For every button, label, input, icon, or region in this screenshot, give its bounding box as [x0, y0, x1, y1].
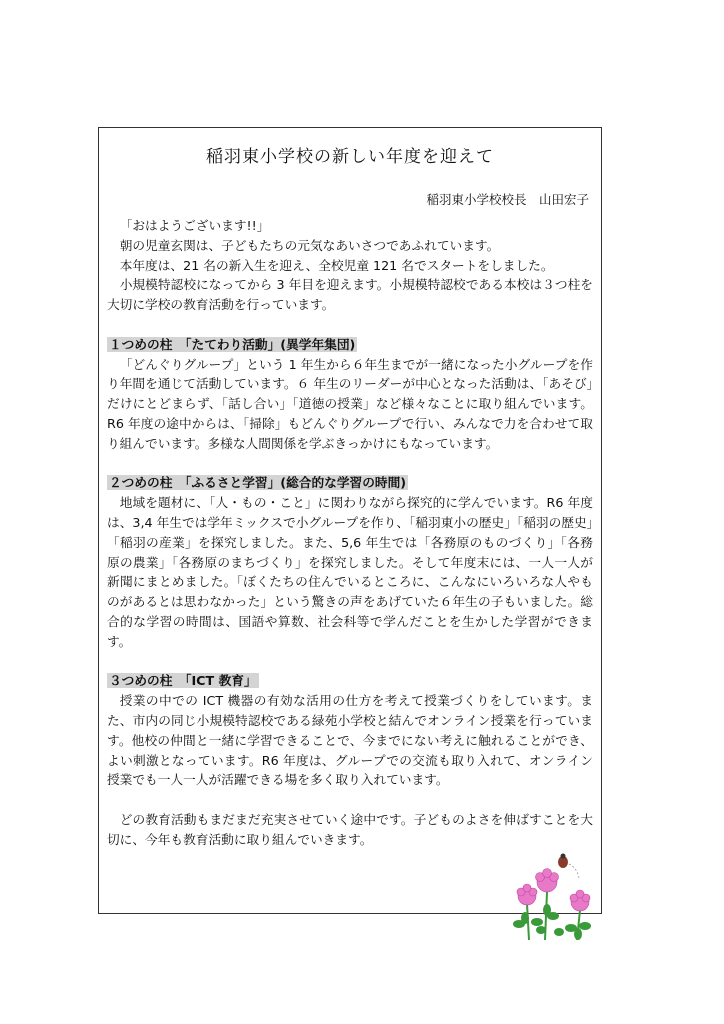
article-body: [107, 216, 593, 850]
section-heading-text: ３つめの柱 「ICT 教育」: [109, 673, 257, 689]
section-heading-text: １つめの柱 「たてわり活動」(異学年集団): [109, 336, 356, 352]
section-paragraph: 「どんぐりグループ」という 1 年生から６年生までが一緒になった小グループを作り年間を通じて活動しています。６ 年生のリーダーが中心となった活動は、「あそび」だけにとどまらず、「話し合い」「道徳の授業」など様々なことに取り組んでいます。R6 年度の途中からは、「掃除」もどんぐりグループで行い、みんなで力を合わせて取り組んでいます。多様な人間関係を学ぶきっかけにもなっています。: [107, 356, 593, 451]
greeting: 「おはようございます!!」: [119, 218, 270, 233]
section-heading: [107, 473, 593, 493]
author-line: 稲羽東小学校校長 山田宏子: [426, 192, 589, 207]
section-heading: [107, 671, 593, 691]
intro-paragraph: 朝の児童玄関は、子どもたちの元気なあいさつであふれています。: [119, 237, 500, 253]
section-paragraph: 授業の中での ICT 機器の有効な活用の仕方を考えて授業づくりをしています。また、市内の同じ小規模特認校である緑苑小学校と結んでオンライン授業を行っています。他校の仲間と一緒に学習できることで、今までにない考えに触れることができ、よい刺激となっています。R6 年度は、グループでの交流も取り入れて、オンライン授業でも一人一人が活躍できる場を多く取り入れています。: [107, 693, 593, 788]
section-heading: [107, 335, 593, 355]
clover-flowers-icon: [505, 852, 605, 944]
intro-paragraph: 小規模特認校になってから 3 年目を迎えます。小規模特認校である本校は３つ柱を大切に学校の教育活動を行っています。: [107, 277, 593, 313]
page-title: 稲羽東小学校の新しい年度を迎えて: [206, 147, 494, 167]
section-paragraph: 地域を題材に、「人・もの・こと」に関わりながら探究的に学んでいます。R6 年度は、3,4 年生では学年ミックスで小グループを作り、「稲羽東小の歴史」「稲羽の歴史」「稲羽の産業」を探究しました。また、5,6 年生では「各務原のものづくり」「各務原の農業」「各務原のまちづくり」を探究しました。そして年度末には、一人一人が新聞にまとめました。「ぼくたちの住んでいるところに、こんなにいろいろな人やものがあるとは思わなかった」という驚きの声をあげていた６年生の子もいました。総合的な学習の時間は、国語や算数、社会科等で学んだことを生かした学習ができます。: [107, 495, 593, 649]
closing-paragraph: どの教育活動もまだまだ充実させていく途中です。子どものよさを伸ばすことを大切に、今年も教育活動に取り組んでいきます。: [107, 811, 593, 847]
article-frame: [98, 127, 602, 914]
section-heading-text: ２つめの柱 「ふるさと学習」(総合的な学習の時間): [109, 475, 407, 491]
intro-paragraph: 本年度は、21 名の新入生を迎え、全校児童 121 名でスタートをしました。: [119, 257, 554, 273]
